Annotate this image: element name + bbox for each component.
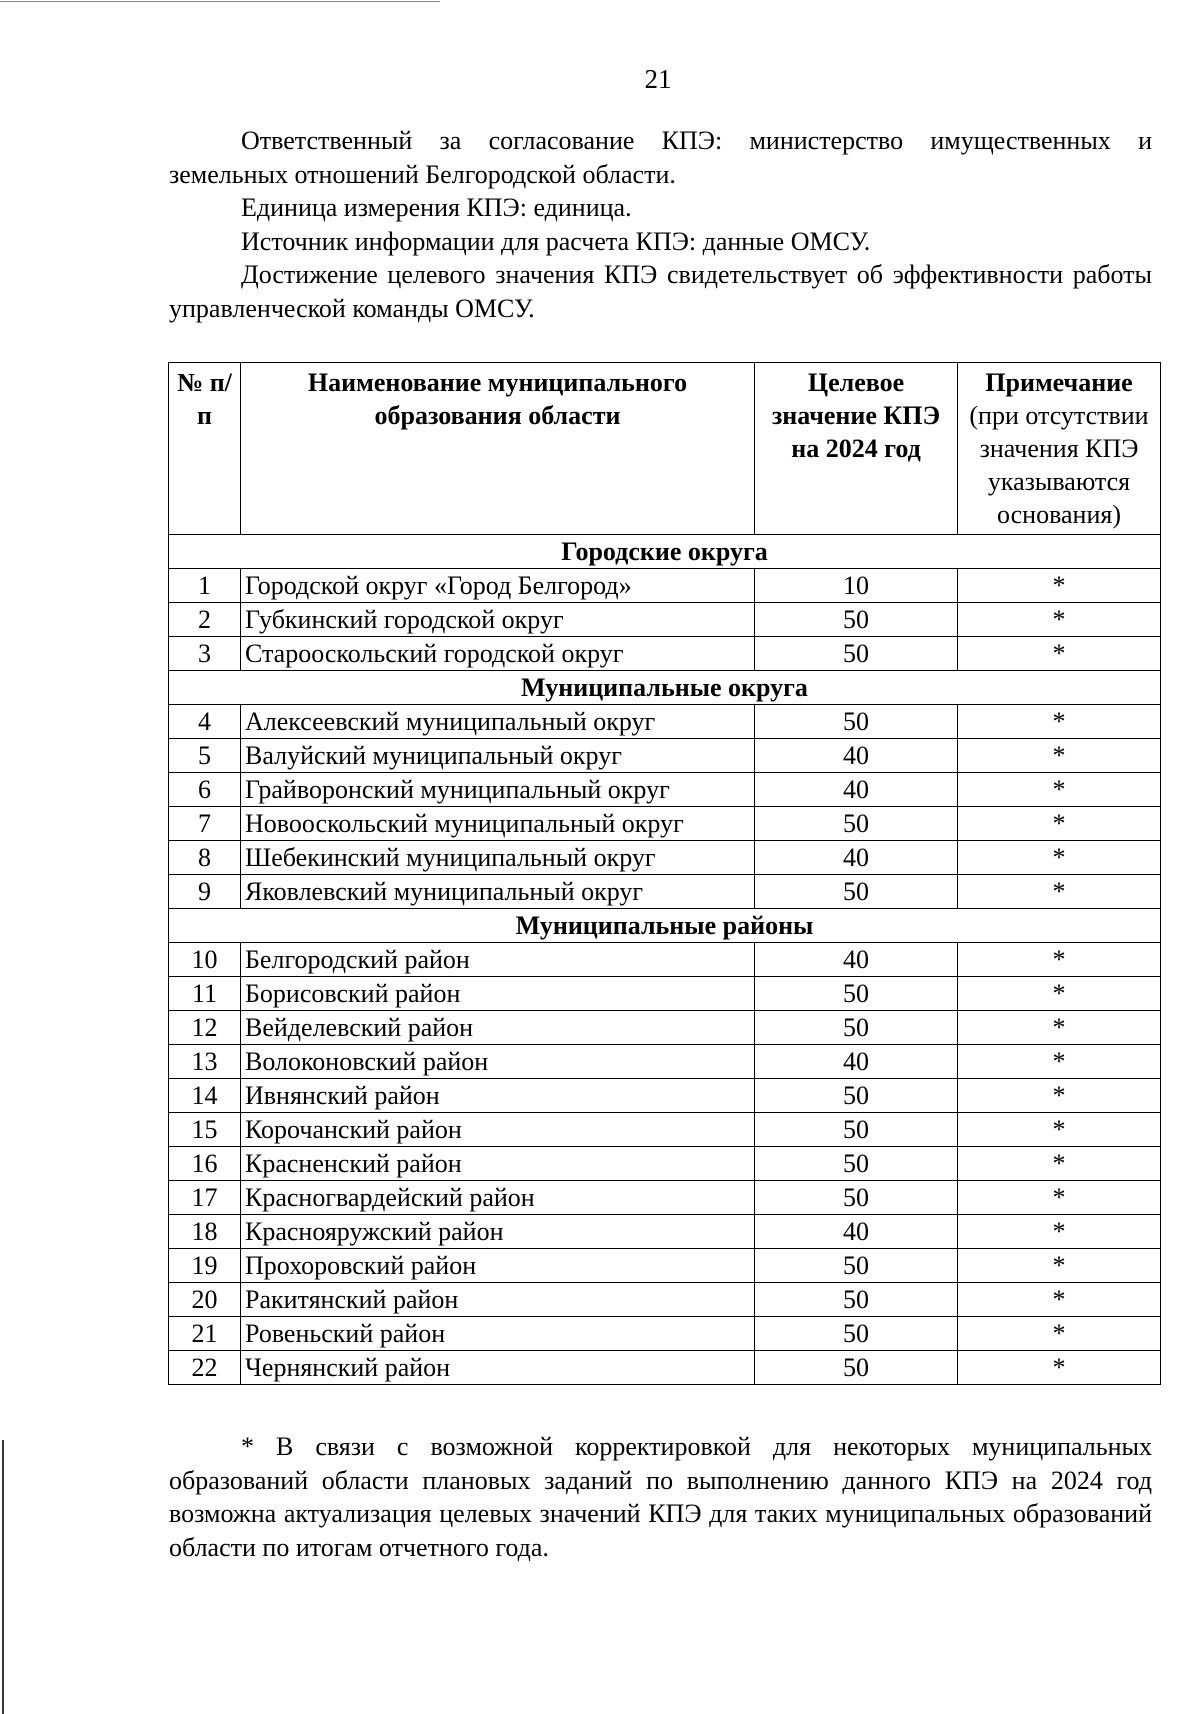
table-row <box>169 875 1161 909</box>
row-number: 3 <box>169 637 241 671</box>
row-number: 7 <box>169 807 241 841</box>
row-number: 8 <box>169 841 241 875</box>
table-row <box>169 1351 1161 1385</box>
table-row <box>169 773 1161 807</box>
table-row <box>169 1045 1161 1079</box>
row-number: 15 <box>169 1113 241 1147</box>
intro-text <box>169 124 1152 325</box>
note-mark: * <box>958 1351 1161 1385</box>
header-note <box>958 363 1161 535</box>
row-number: 22 <box>169 1351 241 1385</box>
table-row <box>169 1249 1161 1283</box>
row-number: 5 <box>169 739 241 773</box>
note-mark: * <box>958 1079 1161 1113</box>
table-row <box>169 1147 1161 1181</box>
note-mark: * <box>958 1283 1161 1317</box>
municipality-name: Новооскольский муниципальный округ <box>241 807 755 841</box>
target-value: 50 <box>755 1351 958 1385</box>
header-value: Целевое значение КПЭ на 2024 год <box>755 363 958 535</box>
note-mark: * <box>958 1249 1161 1283</box>
row-number: 21 <box>169 1317 241 1351</box>
target-value: 50 <box>755 1283 958 1317</box>
municipality-name: Корочанский район <box>241 1113 755 1147</box>
target-value: 50 <box>755 705 958 739</box>
target-value: 10 <box>755 569 958 603</box>
table-row <box>169 943 1161 977</box>
note-mark: * <box>958 773 1161 807</box>
table-row <box>169 841 1161 875</box>
note-mark: * <box>958 807 1161 841</box>
table-row <box>169 1215 1161 1249</box>
target-value: 40 <box>755 739 958 773</box>
table-header-row <box>169 363 1161 535</box>
municipality-name: Борисовский район <box>241 977 755 1011</box>
row-number: 20 <box>169 1283 241 1317</box>
note-mark: * <box>958 841 1161 875</box>
note-mark: * <box>958 569 1161 603</box>
target-value: 50 <box>755 1079 958 1113</box>
table-group-row <box>169 535 1161 569</box>
row-number: 9 <box>169 875 241 909</box>
municipality-name: Ровеньский район <box>241 1317 755 1351</box>
header-num: № п/п <box>169 363 241 535</box>
municipality-name: Волоконовский район <box>241 1045 755 1079</box>
table-row <box>169 1317 1161 1351</box>
municipality-name: Старооскольский городской округ <box>241 637 755 671</box>
table-row <box>169 603 1161 637</box>
target-value: 50 <box>755 977 958 1011</box>
table-row <box>169 807 1161 841</box>
table-row <box>169 1011 1161 1045</box>
note-mark: * <box>958 1113 1161 1147</box>
table-row <box>169 977 1161 1011</box>
note-mark: * <box>958 1215 1161 1249</box>
intro-responsible: Ответственный за согласование КПЭ: министерство имущественных и земельных отношений Белгородской области. <box>169 126 1152 189</box>
note-mark: * <box>958 637 1161 671</box>
row-number: 4 <box>169 705 241 739</box>
page-number: 21 <box>644 64 672 94</box>
target-value: 50 <box>755 1249 958 1283</box>
municipality-name: Белгородский район <box>241 943 755 977</box>
table-group-row <box>169 671 1161 705</box>
row-number: 6 <box>169 773 241 807</box>
scan-edge-line-top <box>0 1 440 2</box>
note-mark: * <box>958 1011 1161 1045</box>
target-value: 50 <box>755 1147 958 1181</box>
row-number: 12 <box>169 1011 241 1045</box>
table-row <box>169 739 1161 773</box>
municipality-name: Городской округ «Город Белгород» <box>241 569 755 603</box>
municipality-name: Валуйский муниципальный округ <box>241 739 755 773</box>
municipality-name: Краснояружский район <box>241 1215 755 1249</box>
note-mark: * <box>958 1317 1161 1351</box>
note-mark: * <box>958 1181 1161 1215</box>
target-value: 50 <box>755 807 958 841</box>
target-value: 40 <box>755 943 958 977</box>
intro-source: Источник информации для расчета КПЭ: данные ОМСУ. <box>241 226 871 256</box>
group-title: Городские округа <box>169 535 1161 569</box>
target-value: 50 <box>755 1317 958 1351</box>
row-number: 10 <box>169 943 241 977</box>
table-row <box>169 569 1161 603</box>
municipality-name: Яковлевский муниципальный округ <box>241 875 755 909</box>
note-mark: * <box>958 603 1161 637</box>
note-mark: * <box>958 977 1161 1011</box>
target-value: 50 <box>755 1011 958 1045</box>
target-value: 40 <box>755 1215 958 1249</box>
header-note-title: Примечание <box>985 368 1133 397</box>
municipality-name: Ракитянский район <box>241 1283 755 1317</box>
municipality-name: Шебекинский муниципальный округ <box>241 841 755 875</box>
target-value: 40 <box>755 1045 958 1079</box>
header-name: Наименование муниципального образования области <box>241 363 755 535</box>
note-mark: * <box>958 739 1161 773</box>
target-value: 50 <box>755 875 958 909</box>
municipality-name: Ивнянский район <box>241 1079 755 1113</box>
row-number: 16 <box>169 1147 241 1181</box>
table-row <box>169 637 1161 671</box>
group-title: Муниципальные районы <box>169 909 1161 943</box>
municipality-name: Губкинский городской округ <box>241 603 755 637</box>
intro-unit: Единица измерения КПЭ: единица. <box>241 193 632 222</box>
row-number: 11 <box>169 977 241 1011</box>
municipality-name: Прохоровский район <box>241 1249 755 1283</box>
municipality-name: Вейделевский район <box>241 1011 755 1045</box>
target-value: 40 <box>755 773 958 807</box>
table-row <box>169 1283 1161 1317</box>
note-mark: * <box>958 705 1161 739</box>
municipality-name: Красногвардейский район <box>241 1181 755 1215</box>
table-group-row <box>169 909 1161 943</box>
municipality-name: Чернянский район <box>241 1351 755 1385</box>
kpe-table <box>168 362 1161 1385</box>
header-note-subtitle: (при отсутствии значения КПЭ указываются основания) <box>969 401 1149 529</box>
note-mark: * <box>958 943 1161 977</box>
row-number: 18 <box>169 1215 241 1249</box>
municipality-name: Красненский район <box>241 1147 755 1181</box>
note-mark: * <box>958 1045 1161 1079</box>
scan-edge-line-left <box>2 1440 4 1714</box>
target-value: 50 <box>755 603 958 637</box>
target-value: 50 <box>755 1181 958 1215</box>
intro-achievement: Достижение целевого значения КПЭ свидетельствует об эффективности работы управленческой команды ОМСУ. <box>169 260 1152 323</box>
group-title: Муниципальные округа <box>169 671 1161 705</box>
table-row <box>169 1181 1161 1215</box>
target-value: 50 <box>755 637 958 671</box>
target-value: 50 <box>755 1113 958 1147</box>
note-mark: * <box>958 875 1161 909</box>
municipality-name: Грайворонский муниципальный округ <box>241 773 755 807</box>
row-number: 13 <box>169 1045 241 1079</box>
row-number: 19 <box>169 1249 241 1283</box>
row-number: 17 <box>169 1181 241 1215</box>
row-number: 1 <box>169 569 241 603</box>
note-mark: * <box>958 1147 1161 1181</box>
table-row <box>169 1079 1161 1113</box>
target-value: 40 <box>755 841 958 875</box>
municipality-name: Алексеевский муниципальный округ <box>241 705 755 739</box>
table-row <box>169 705 1161 739</box>
table-row <box>169 1113 1161 1147</box>
row-number: 14 <box>169 1079 241 1113</box>
row-number: 2 <box>169 603 241 637</box>
footnote: * В связи с возможной корректировкой для некоторых муниципальных образований области плановых заданий по выполнению данного КПЭ на 2024 год возможна актуализация целевых значений КПЭ для таких муниципальных образований области по итогам отчетного года. <box>169 1432 1152 1562</box>
